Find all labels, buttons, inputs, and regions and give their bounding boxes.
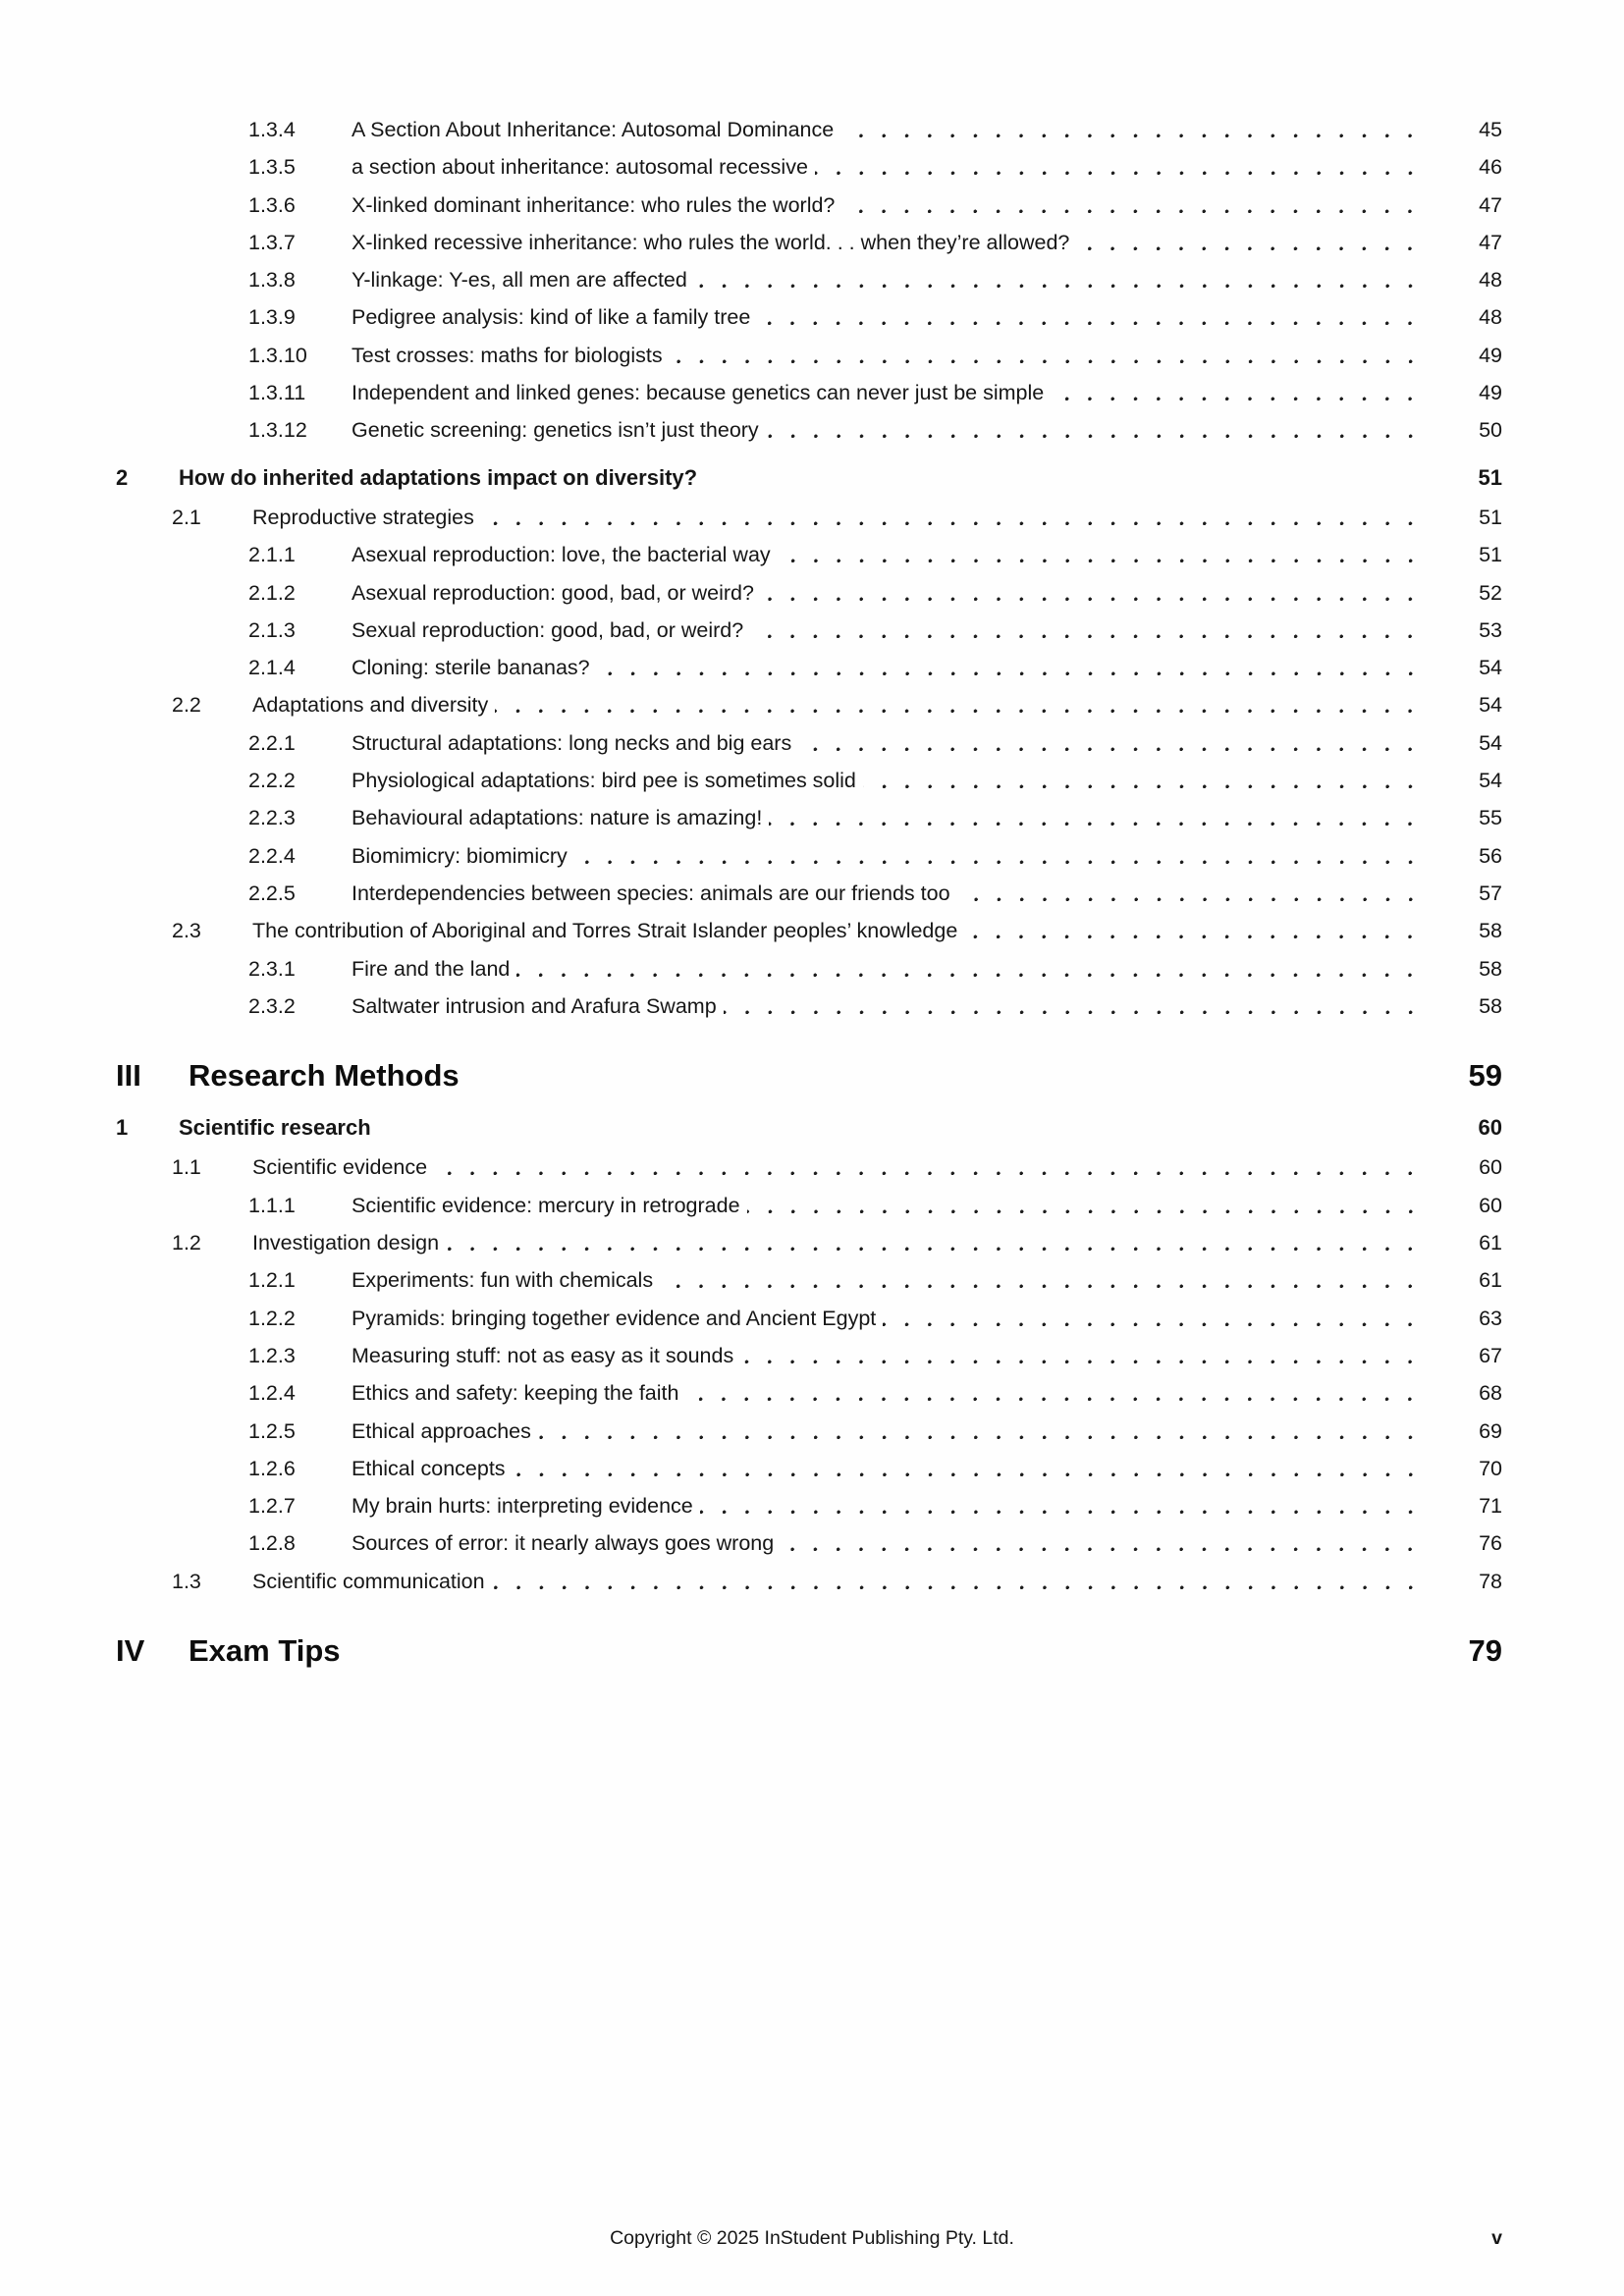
toc-entry-1-1-1[interactable] (116, 1187, 1502, 1224)
entry-number: 1.2.6 (248, 1456, 296, 1480)
entry-page-number: 51 (1479, 543, 1502, 567)
entry-title: Scientific evidence: mercury in retrograde (352, 1193, 740, 1217)
entry-title: Research Methods (189, 1058, 460, 1094)
dot-leader (740, 1337, 1422, 1374)
entry-title: Sources of error: it nearly always goes wrong (352, 1531, 775, 1556)
entry-page-number: 70 (1479, 1456, 1502, 1480)
entry-number: 1.3.9 (248, 305, 296, 330)
entry-page-number: 46 (1479, 155, 1502, 180)
dot-leader (883, 1300, 1422, 1337)
entry-title: Reproductive strategies (252, 505, 474, 529)
entry-number: 2.2.3 (248, 806, 296, 830)
dot-leader (378, 1109, 1422, 1147)
entry-title: Fire and the land (352, 956, 511, 981)
entry-title: Ethical approaches (352, 1418, 531, 1443)
toc-entry-2-2-3[interactable] (116, 799, 1502, 836)
toc-entry-2-3[interactable] (116, 912, 1502, 949)
dot-leader (798, 724, 1422, 762)
toc-entry-1-3-9[interactable] (116, 298, 1502, 336)
toc-entry-1-2-3[interactable] (116, 1337, 1502, 1374)
toc-entry-2-2-5[interactable] (116, 875, 1502, 912)
toc-entry-1-2-8[interactable] (116, 1524, 1502, 1562)
dot-leader (757, 298, 1422, 336)
entry-page-number: 53 (1479, 617, 1502, 642)
dot-leader (766, 411, 1422, 449)
dot-leader (466, 1052, 1422, 1099)
entry-title: My brain hurts: interpreting evidence (352, 1494, 693, 1519)
toc-entry-iii[interactable] (116, 1052, 1502, 1099)
entry-title: Pyramids: bringing together evidence and Ancient Egypt (352, 1306, 877, 1330)
toc-entry-2-2[interactable] (116, 686, 1502, 723)
entry-title: Behavioural adaptations: nature is amazing! (352, 806, 763, 830)
entry-number: 2.2.1 (248, 730, 296, 755)
entry-page-number: 59 (1468, 1058, 1502, 1094)
entry-title: How do inherited adaptations impact on diversity? (179, 464, 698, 490)
entry-title: Ethics and safety: keeping the faith (352, 1381, 679, 1406)
toc-entry-iv[interactable] (116, 1628, 1502, 1675)
dot-leader (492, 1563, 1422, 1600)
entry-page-number: 45 (1479, 118, 1502, 141)
entry-page-number: 54 (1479, 769, 1502, 793)
toc-entry-1-3-8[interactable] (116, 261, 1502, 298)
dot-leader (348, 1628, 1422, 1675)
toc-entry-1-2-6[interactable] (116, 1450, 1502, 1487)
entry-number: 1.3.5 (248, 155, 296, 180)
toc-entry-1[interactable] (116, 1109, 1502, 1147)
entry-number: 1.3.6 (248, 192, 296, 217)
entry-number: 2.2.2 (248, 769, 296, 793)
dot-leader (704, 459, 1422, 497)
entry-title: Scientific communication (252, 1569, 485, 1593)
entry-number: 1.2.2 (248, 1306, 296, 1330)
toc-entry-2-1-1[interactable] (116, 536, 1502, 573)
entry-number: 1.3.4 (248, 118, 296, 141)
toc-entry-1-3-4[interactable] (116, 111, 1502, 148)
toc-entry-1-2-5[interactable] (116, 1413, 1502, 1450)
entry-number: 1.2.4 (248, 1381, 296, 1406)
dot-leader (750, 612, 1422, 649)
entry-title: Measuring stuff: not as easy as it sounds (352, 1343, 734, 1367)
toc-entry-1-2[interactable] (116, 1224, 1502, 1261)
dot-leader (660, 1261, 1422, 1299)
toc-entry-1-3-12[interactable] (116, 411, 1502, 449)
entry-page-number: 76 (1479, 1531, 1502, 1556)
entry-number: 2.1.3 (248, 617, 296, 642)
dot-leader (538, 1413, 1422, 1450)
toc-entry-1-3-6[interactable] (116, 187, 1502, 224)
toc-list (116, 111, 1502, 1681)
entry-title: X-linked recessive inheritance: who rules the world. . . when they’re allowed? (352, 230, 1070, 254)
entry-page-number: 61 (1479, 1231, 1502, 1255)
entry-page-number: 58 (1479, 919, 1502, 943)
entry-page-number: 48 (1479, 305, 1502, 330)
toc-entry-2-2-1[interactable] (116, 724, 1502, 762)
entry-page-number: 79 (1468, 1632, 1502, 1668)
entry-number: 1.3.8 (248, 268, 296, 293)
entry-title: Asexual reproduction: love, the bacterial way (352, 543, 771, 567)
entry-title: Experiments: fun with chemicals (352, 1268, 654, 1293)
entry-page-number: 67 (1479, 1343, 1502, 1367)
entry-page-number: 58 (1479, 956, 1502, 981)
dot-leader (574, 837, 1422, 875)
entry-title: Interdependencies between species: animals are our friends too (352, 881, 950, 905)
entry-number: 1.3.7 (248, 230, 296, 254)
entry-title: Ethical concepts (352, 1456, 506, 1480)
entry-number: 1.2.3 (248, 1343, 296, 1367)
entry-number: 2.3.2 (248, 993, 296, 1018)
entry-title: Test crosses: maths for biologists (352, 343, 663, 367)
entry-page-number: 78 (1479, 1569, 1502, 1593)
entry-number: 2.2 (172, 693, 201, 718)
entry-title: Biomimicry: biomimicry (352, 843, 568, 868)
entry-number: 1.1 (172, 1155, 201, 1180)
entry-title: Saltwater intrusion and Arafura Swamp (352, 993, 717, 1018)
toc-entry-2-1-4[interactable] (116, 649, 1502, 686)
dot-leader (747, 1187, 1422, 1224)
entry-page-number: 63 (1479, 1306, 1502, 1330)
toc-entry-1-3-11[interactable] (116, 374, 1502, 411)
entry-title: Structural adaptations: long necks and big ears (352, 730, 792, 755)
dot-leader (841, 187, 1422, 224)
dot-leader (700, 1487, 1422, 1524)
dot-leader (597, 649, 1422, 686)
dot-leader (694, 261, 1422, 298)
entry-title: Genetic screening: genetics isn’t just theory (352, 418, 759, 443)
entry-number: 1.2 (172, 1231, 201, 1255)
dot-leader (778, 536, 1422, 573)
dot-leader (495, 686, 1422, 723)
entry-page-number: 49 (1479, 343, 1502, 367)
entry-page-number: 49 (1479, 381, 1502, 405)
dot-leader (840, 111, 1422, 148)
entry-number: 1.3.12 (248, 418, 307, 443)
dot-leader (1076, 224, 1422, 261)
entry-title: Y-linkage: Y-es, all men are affected (352, 268, 687, 293)
entry-number: 1.3.10 (248, 343, 307, 367)
entry-number: 2.3 (172, 919, 201, 943)
entry-number: 1.1.1 (248, 1193, 296, 1217)
entry-page-number: 69 (1479, 1418, 1502, 1443)
toc-entry-2-1[interactable] (116, 499, 1502, 536)
entry-number: 2.1.2 (248, 580, 296, 605)
dot-leader (957, 875, 1422, 912)
entry-title: The contribution of Aboriginal and Torres Strait Islander peoples’ knowledge (252, 919, 958, 943)
dot-leader (685, 1374, 1422, 1412)
entry-page-number: 61 (1479, 1268, 1502, 1293)
folio-page-number: v (1491, 2227, 1502, 2249)
entry-page-number: 51 (1479, 505, 1502, 529)
toc-entry-2-2-2[interactable] (116, 762, 1502, 799)
entry-number: 1.2.5 (248, 1418, 296, 1443)
toc-entry-1-3[interactable] (116, 1563, 1502, 1600)
toc-entry-1-2-1[interactable] (116, 1261, 1502, 1299)
entry-page-number: 60 (1479, 1155, 1502, 1180)
toc-entry-2[interactable] (116, 459, 1502, 497)
entry-number: III (116, 1058, 141, 1094)
toc-entry-2-1-2[interactable] (116, 574, 1502, 612)
dot-leader (815, 148, 1422, 186)
entry-title: Independent and linked genes: because genetics can never just be simple (352, 381, 1045, 405)
entry-title: Cloning: sterile bananas? (352, 656, 590, 680)
toc-entry-1-3-10[interactable] (116, 337, 1502, 374)
dot-leader (446, 1224, 1422, 1261)
entry-page-number: 60 (1479, 1193, 1502, 1217)
entry-number: 1.3.11 (248, 381, 306, 405)
entry-number: 1 (116, 1115, 129, 1141)
toc-entry-2-1-3[interactable] (116, 612, 1502, 649)
toc-entry-1-2-2[interactable] (116, 1300, 1502, 1337)
dot-leader (863, 762, 1422, 799)
entry-number: 2 (116, 464, 129, 490)
entry-number: 1.2.1 (248, 1268, 296, 1293)
entry-number: 1.2.7 (248, 1494, 296, 1519)
entry-page-number: 68 (1479, 1381, 1502, 1406)
entry-title: Physiological adaptations: bird pee is sometimes solid (352, 769, 856, 793)
entry-title: a section about inheritance: autosomal recessive (352, 155, 808, 180)
entry-title: X-linked dominant inheritance: who rules the world? (352, 192, 836, 217)
toc-entry-1-1[interactable] (116, 1148, 1502, 1186)
entry-title: Asexual reproduction: good, bad, or weird? (352, 580, 754, 605)
toc-entry-1-2-4[interactable] (116, 1374, 1502, 1412)
entry-number: IV (116, 1632, 145, 1668)
copyright-notice: Copyright © 2025 InStudent Publishing Pty. Ltd. (610, 2227, 1014, 2249)
dot-leader (670, 337, 1422, 374)
entry-page-number: 57 (1479, 881, 1502, 905)
toc-entry-2-3-2[interactable] (116, 988, 1502, 1025)
entry-page-number: 71 (1479, 1494, 1502, 1519)
dot-leader (769, 799, 1422, 836)
dot-leader (516, 950, 1422, 988)
entry-page-number: 52 (1479, 580, 1502, 605)
page-footer (0, 2221, 1624, 2255)
entry-page-number: 51 (1478, 464, 1502, 490)
entry-number: 1.2.8 (248, 1531, 296, 1556)
entry-page-number: 54 (1479, 656, 1502, 680)
dot-leader (761, 574, 1422, 612)
entry-number: 1.3 (172, 1569, 201, 1593)
entry-page-number: 60 (1478, 1115, 1502, 1141)
entry-page-number: 54 (1479, 693, 1502, 718)
entry-title: Investigation design (252, 1231, 440, 1255)
dot-leader (964, 912, 1422, 949)
entry-title: A Section About Inheritance: Autosomal Dominance (352, 118, 835, 141)
entry-number: 2.1 (172, 505, 201, 529)
entry-title: Adaptations and diversity (252, 693, 489, 718)
entry-title: Exam Tips (189, 1632, 341, 1668)
entry-page-number: 58 (1479, 993, 1502, 1018)
toc-entry-2-2-4[interactable] (116, 837, 1502, 875)
toc-entry-2-3-1[interactable] (116, 950, 1502, 988)
entry-page-number: 56 (1479, 843, 1502, 868)
dot-leader (481, 499, 1422, 536)
entry-number: 2.1.4 (248, 656, 296, 680)
entry-number: 2.1.1 (248, 543, 296, 567)
entry-page-number: 47 (1479, 230, 1502, 254)
entry-title: Sexual reproduction: good, bad, or weird? (352, 617, 744, 642)
dot-leader (434, 1148, 1422, 1186)
dot-leader (781, 1524, 1422, 1562)
entry-page-number: 48 (1479, 268, 1502, 293)
entry-number: 2.2.5 (248, 881, 296, 905)
entry-page-number: 47 (1479, 192, 1502, 217)
entry-number: 2.2.4 (248, 843, 296, 868)
toc-entry-1-3-7[interactable] (116, 224, 1502, 261)
entry-page-number: 50 (1479, 418, 1502, 443)
entry-title: Scientific research (179, 1115, 371, 1141)
toc-entry-1-3-5[interactable] (116, 148, 1502, 186)
entry-number: 2.3.1 (248, 956, 296, 981)
entry-title: Pedigree analysis: kind of like a family tree (352, 305, 751, 330)
dot-leader (513, 1450, 1422, 1487)
dot-leader (1051, 374, 1422, 411)
toc-entry-1-2-7[interactable] (116, 1487, 1502, 1524)
entry-page-number: 54 (1479, 730, 1502, 755)
dot-leader (724, 988, 1422, 1025)
entry-title: Scientific evidence (252, 1155, 428, 1180)
entry-page-number: 55 (1479, 806, 1502, 830)
